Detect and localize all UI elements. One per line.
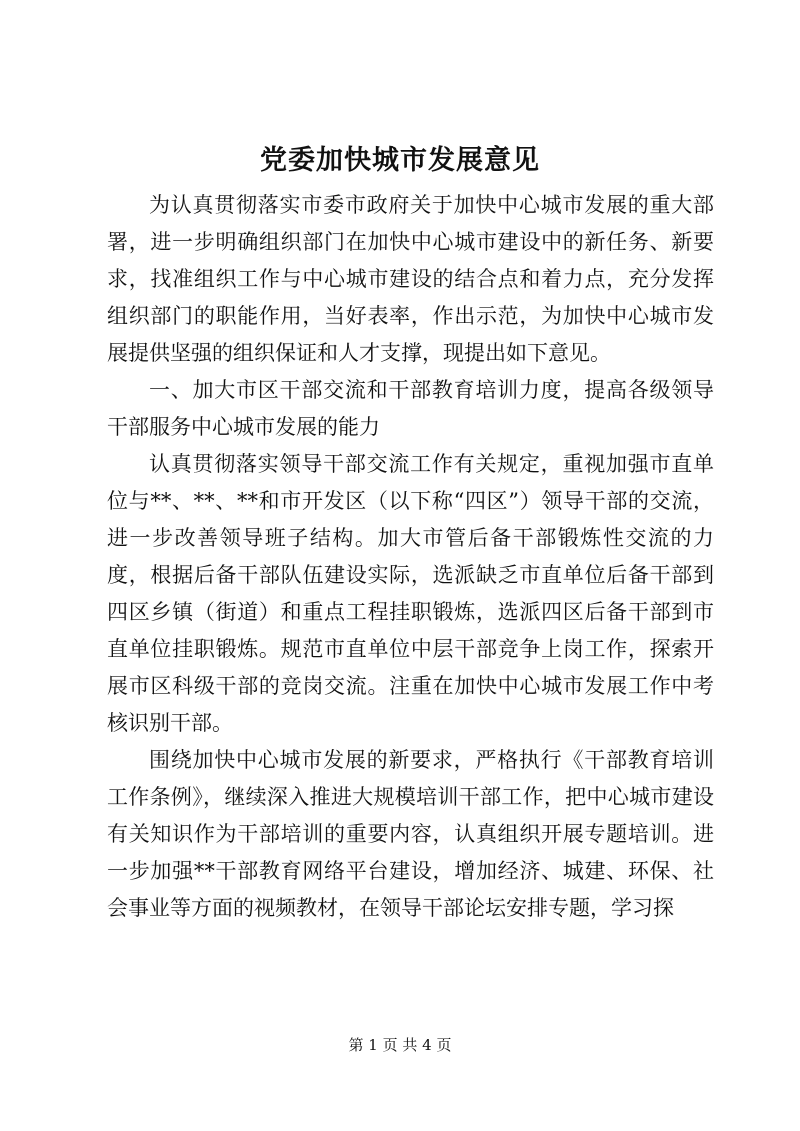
cadre-exchange-paragraph: 认真贯彻落实领导干部交流工作有关规定，重视加强市直单位与**、**、**和市开发区（以下称“四区”）领导干部的交流，进一步改善领导班子结构。加大市管后备干部锻炼性交流的力度，根据后备干部队伍建设实际，选派缺乏市直单位后备干部到四区乡镇（街道）和重点工程挂职锻炼，选派四区后备干部到市直单位挂职锻炼。规范市直单位中层干部竞争上岗工作，探索开展市区科级干部的竞岗交流。注重在加快中心城市发展工作中考核识别干部。: [107, 452, 714, 735]
cadre-training-paragraph: 围绕加快中心城市发展的新要求，严格执行《干部教育培训工作条例》，继续深入推进大规模培训干部工作，把中心城市建设有关知识作为干部培训的重要内容，认真组织开展专题培训。进一步加强**干部教育网络平台建设，增加经济、城建、环保、社会事业等方面的视频教材，在领导干部论坛安排专题，学习探: [107, 748, 714, 920]
document-body: [107, 187, 714, 927]
intro-paragraph: 为认真贯彻落实市委市政府关于加快中心城市发展的重大部署，进一步明确组织部门在加快中心城市建设中的新任务、新要求，找准组织工作与中心城市建设的结合点和着力点，充分发挥组织部门的职能作用，当好表率，作出示范，为加快中心城市发展提供坚强的组织保证和人才支撑，现提出如下意见。: [107, 193, 714, 365]
page-number-footer: 第 1 页 共 4 页: [348, 1036, 452, 1054]
document-title: 党委加快城市发展意见: [260, 145, 540, 176]
section-heading-1: 一、加大市区干部交流和干部教育培训力度，提高各级领导干部服务中心城市发展的能力: [107, 378, 714, 439]
